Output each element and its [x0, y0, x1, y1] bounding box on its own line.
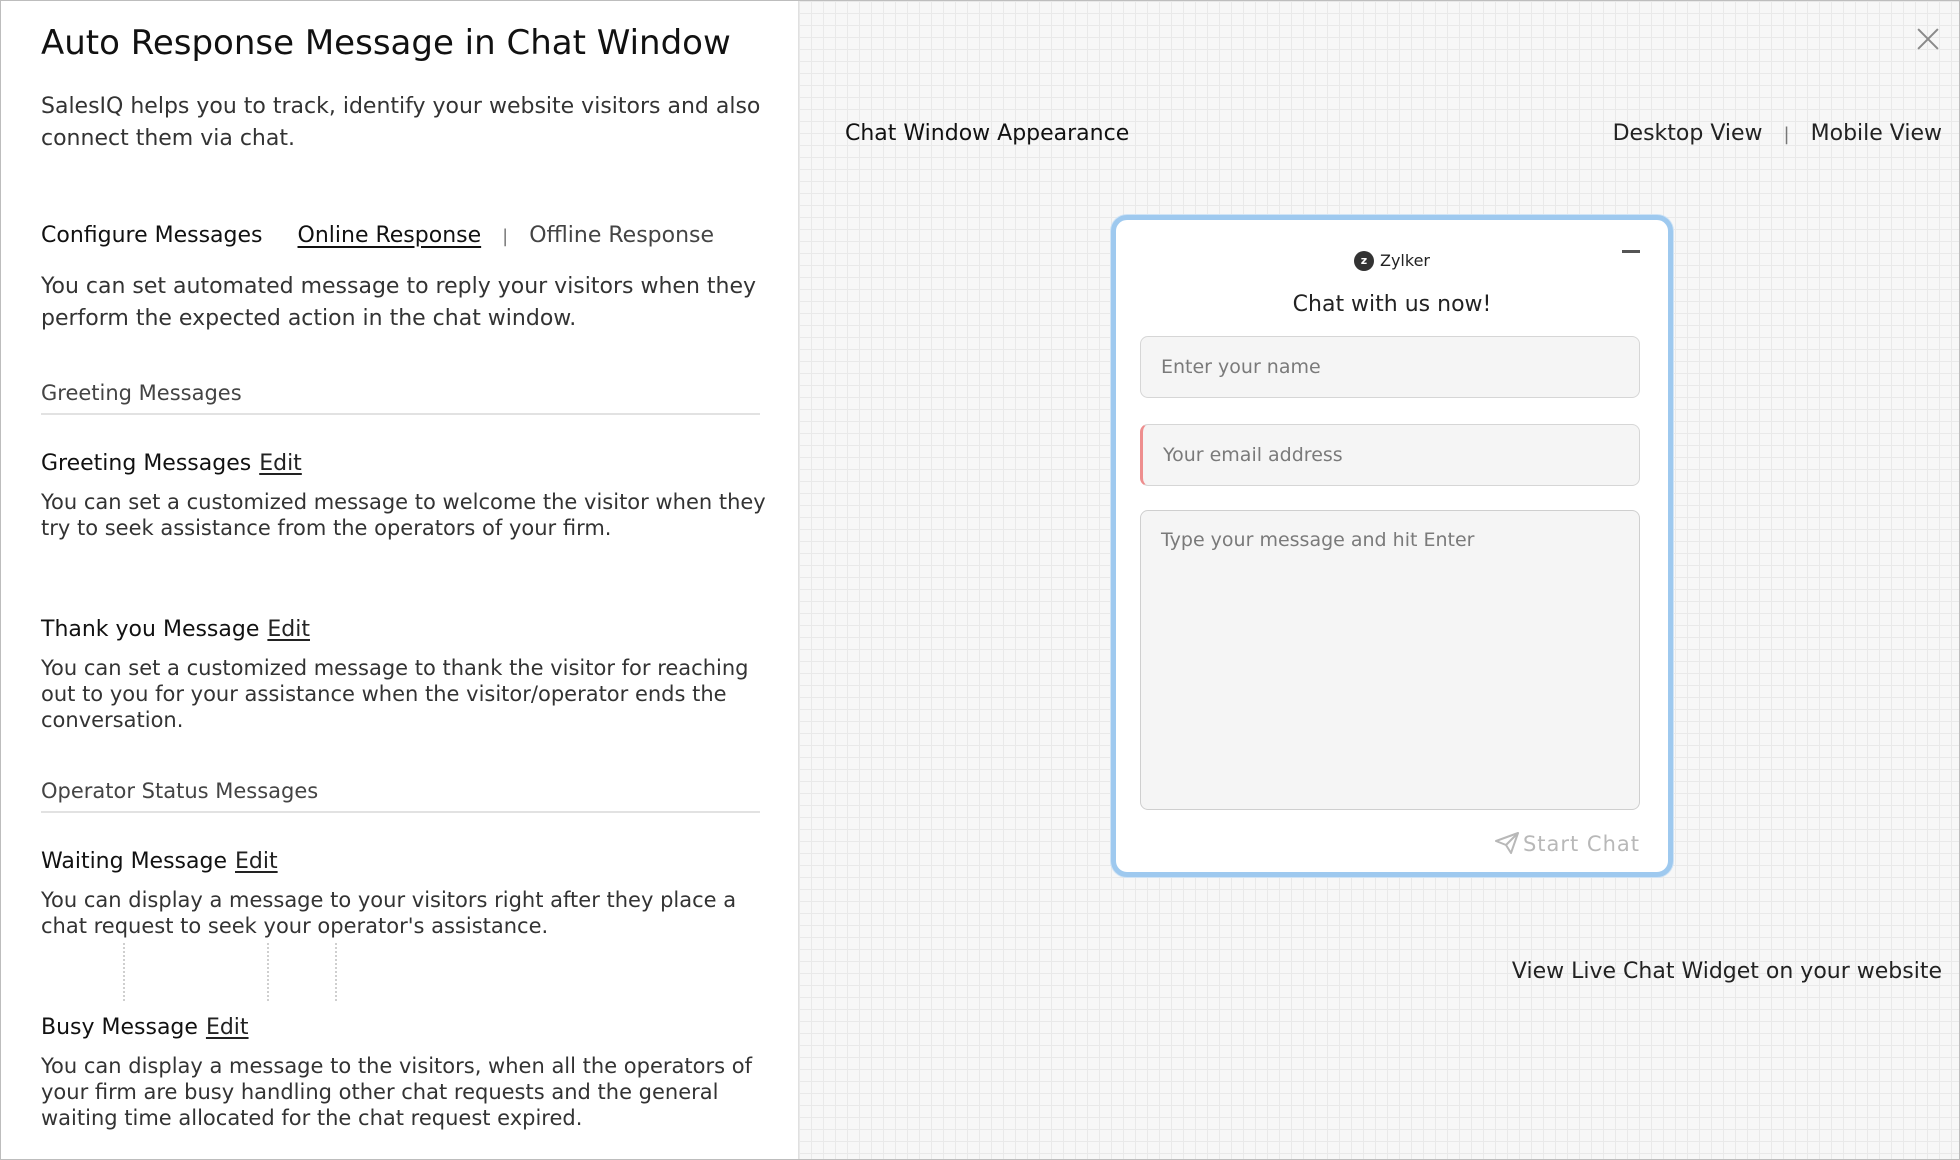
settings-panel	[1, 1, 797, 1159]
desktop-view-toggle[interactable]: Desktop View	[1612, 121, 1763, 146]
page-title: Auto Response Message in Chat Window	[41, 23, 731, 63]
minimize-icon[interactable]	[1622, 250, 1640, 253]
close-icon[interactable]	[1914, 25, 1942, 53]
view-live-widget-link[interactable]: View Live Chat Widget on your website	[1511, 959, 1942, 984]
tab-online-response[interactable]: Online Response	[297, 223, 482, 248]
widget-brand	[1116, 250, 1668, 271]
email-input[interactable]	[1140, 424, 1640, 486]
greeting-messages-title: Greeting Messages	[41, 451, 252, 476]
brand-logo-icon: z	[1354, 251, 1374, 271]
preview-panel	[798, 1, 1960, 1159]
thank-you-message-edit-link[interactable]: Edit	[267, 617, 310, 642]
busy-message-title: Busy Message	[41, 1015, 198, 1040]
intro-text: SalesIQ helps you to track, identify your website visitors and also connect them via chat.	[41, 94, 761, 151]
brand-name: Zylker	[1380, 251, 1430, 270]
view-switch	[1613, 121, 1942, 146]
message-textarea[interactable]	[1140, 510, 1640, 810]
tab-offline-response[interactable]: Offline Response	[529, 223, 715, 248]
thank-you-message-description: You can set a customized message to thank the visitor for reaching out to you for your assistance when the visitor/operator ends the conversation.	[41, 656, 749, 732]
section-heading-operator-status: Operator Status Messages	[41, 779, 760, 813]
chat-window-appearance-label: Chat Window Appearance	[845, 121, 1130, 146]
waiting-message-edit-link[interactable]: Edit	[235, 849, 278, 874]
dotted-guide-line	[335, 943, 337, 1001]
section-heading-greeting: Greeting Messages	[41, 381, 760, 415]
start-chat-label: Start Chat	[1522, 832, 1640, 856]
thank-you-message-heading	[41, 617, 310, 642]
greeting-messages-edit-link[interactable]: Edit	[259, 451, 302, 476]
start-chat-button[interactable]	[1495, 832, 1640, 856]
waiting-message-title: Waiting Message	[41, 849, 228, 874]
dotted-guide-line	[267, 943, 269, 1001]
name-input[interactable]	[1140, 336, 1640, 398]
configure-messages-label: Configure Messages	[41, 223, 263, 248]
thank-you-message-title: Thank you Message	[41, 617, 260, 642]
mobile-view-toggle[interactable]: Mobile View	[1810, 121, 1942, 146]
busy-message-description: You can display a message to the visitors, when all the operators of your firm are busy handling other chat requests and the general waiting time allocated for the chat request expired.	[41, 1054, 752, 1130]
tab-separator: |	[502, 226, 509, 247]
waiting-message-heading	[41, 849, 278, 874]
busy-message-heading	[41, 1015, 249, 1040]
greeting-messages-description: You can set a customized message to welcome the visitor when they try to seek assistance from the operators of your firm.	[41, 490, 766, 540]
configure-messages-row	[41, 223, 714, 248]
chat-widget-preview	[1111, 215, 1673, 877]
dotted-guide-line	[123, 943, 125, 1001]
view-separator: |	[1783, 124, 1790, 145]
busy-message-edit-link[interactable]: Edit	[205, 1015, 249, 1040]
waiting-message-description: You can display a message to your visitors right after they place a chat request to seek your operator's assistance.	[41, 888, 737, 938]
send-icon	[1495, 832, 1519, 854]
configure-description: You can set automated message to reply your visitors when they perform the expected action in the chat window.	[41, 274, 756, 331]
greeting-messages-heading	[41, 451, 302, 476]
widget-title: Chat with us now!	[1292, 292, 1492, 317]
